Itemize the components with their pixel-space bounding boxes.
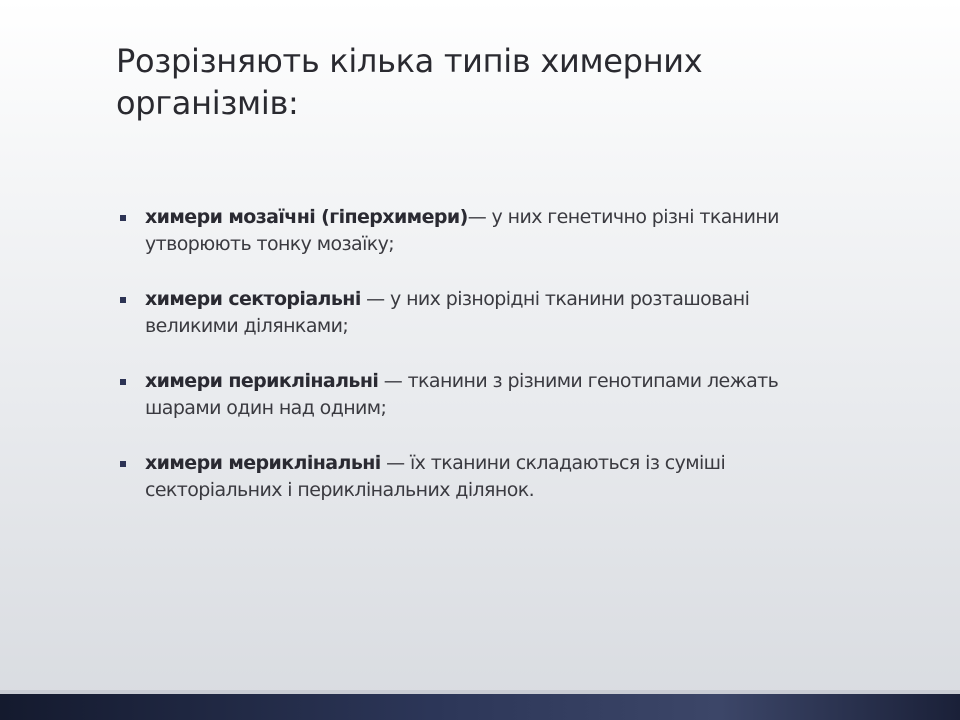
bullet-item-mericlinal [118,450,818,504]
slide-title: Розрізняють кілька типів химерних організмів: [116,42,703,122]
bullet-term: химери мозаїчні (гіперхимери) [145,206,468,228]
bullet-description: — у них різнорідні тканини розташовані великими ділянками; [145,288,750,337]
bullet-item-sectorial [118,286,818,340]
bullet-description: — їх тканини складаються із суміші секторіальних і периклінальних ділянок. [145,452,726,501]
bullet-list [118,204,818,532]
bullet-term: химери мериклінальні [145,452,381,474]
footer-bar [0,690,960,720]
bullet-item-periclinal [118,368,818,422]
bullet-term: химери секторіальні [145,288,361,310]
bullet-description: — тканини з різними генотипами лежать шарами один над одним; [145,370,779,419]
square-bullet-icon [120,297,126,303]
bullet-description: — у них генетично різні тканини утворюють тонку мозаїку; [145,206,779,255]
square-bullet-icon [120,379,126,385]
bullet-item-mosaic [118,204,818,258]
square-bullet-icon [120,461,126,467]
bullet-term: химери периклінальні [145,370,379,392]
square-bullet-icon [120,215,126,221]
